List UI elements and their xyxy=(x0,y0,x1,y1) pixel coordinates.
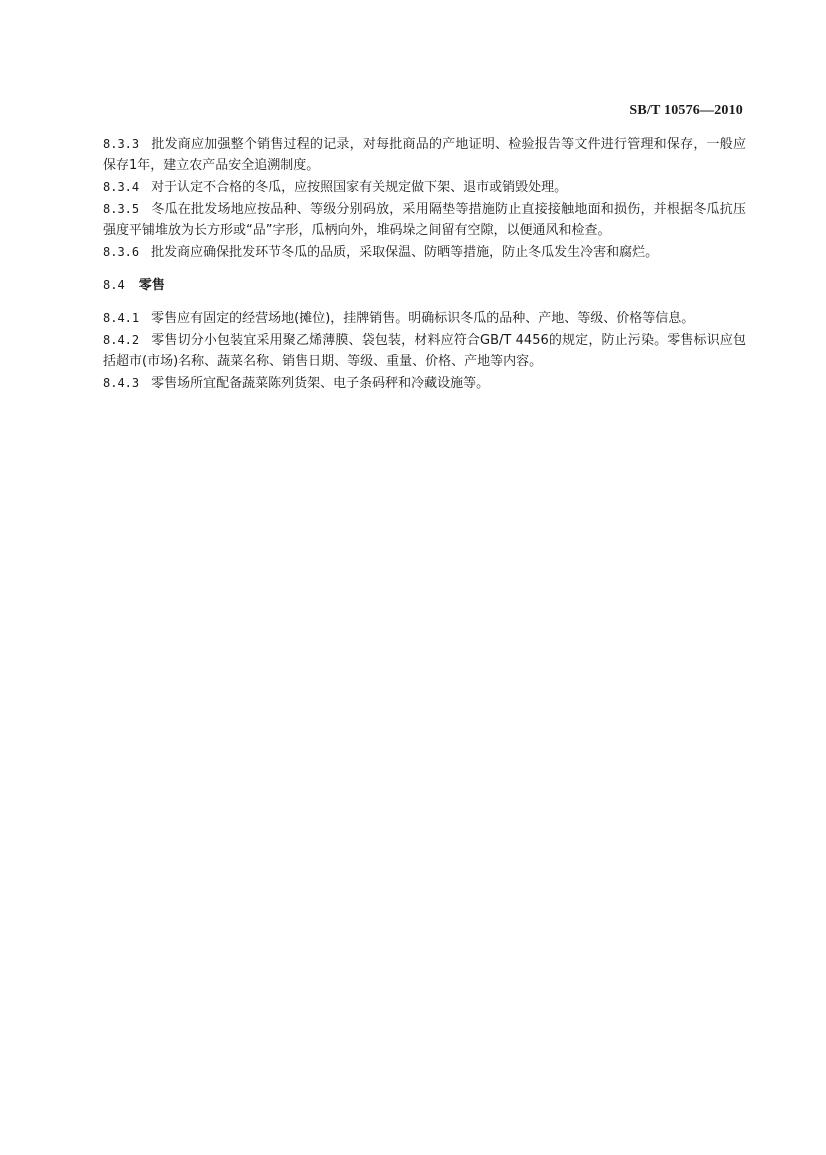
clause-8-3-3 xyxy=(103,134,746,176)
clause-number: 8.3.4 xyxy=(103,180,140,194)
clause-text: 零售场所宜配备蔬菜陈列货架、电子条码秤和冷藏设施等。 xyxy=(151,376,490,391)
clause-8-3-5 xyxy=(103,199,746,241)
clause-text: 对于认定不合格的冬瓜，应按照国家有关规定做下架、退市或销毁处理。 xyxy=(151,180,568,195)
standard-code: SB/T 10576—2010 xyxy=(629,103,743,118)
clause-text: 批发商应确保批发环节冬瓜的品质，采取保温、防晒等措施，防止冬瓜发生冷害和腐烂。 xyxy=(151,245,659,260)
clause-number: 8.4.3 xyxy=(103,376,140,390)
clause-text: 零售切分小包装宜采用聚乙烯薄膜、袋包装，材料应符合GB/T 4456的规定，防止污染。零售标识应包括超市(市场)名称、蔬菜名称、销售日期、等级、重量、价格、产地等内容。 xyxy=(103,333,746,369)
clause-text: 批发商应加强整个销售过程的记录，对每批商品的产地证明、检验报告等文件进行管理和保存，一般应保存1年，建立农产品安全追溯制度。 xyxy=(103,137,746,173)
clause-number: 8.4.2 xyxy=(103,333,140,347)
clause-8-3-6 xyxy=(103,242,746,263)
section-title: 零售 xyxy=(138,278,165,293)
clause-8-4-2 xyxy=(103,330,746,372)
clause-text: 零售应有固定的经营场地(摊位)，挂牌销售。明确标识冬瓜的品种、产地、等级、价格等信息。 xyxy=(151,311,695,326)
clause-number: 8.4.1 xyxy=(103,311,140,325)
section-heading-8-4 xyxy=(103,275,746,296)
clause-number: 8.3.5 xyxy=(103,202,140,216)
clause-8-3-4 xyxy=(103,177,746,198)
clause-number: 8.3.6 xyxy=(103,245,140,259)
document-body xyxy=(103,134,746,395)
clause-text: 冬瓜在批发场地应按品种、等级分别码放，采用隔垫等措施防止直接接触地面和损伤，并根据冬瓜抗压强度平铺堆放为长方形或“品”字形，瓜柄向外，堆码垛之间留有空隙，以便通风和检查。 xyxy=(103,202,746,238)
clause-8-4-1 xyxy=(103,308,746,329)
clause-number: 8.3.3 xyxy=(103,137,140,151)
clause-8-4-3 xyxy=(103,373,746,394)
section-number: 8.4 xyxy=(103,278,125,292)
